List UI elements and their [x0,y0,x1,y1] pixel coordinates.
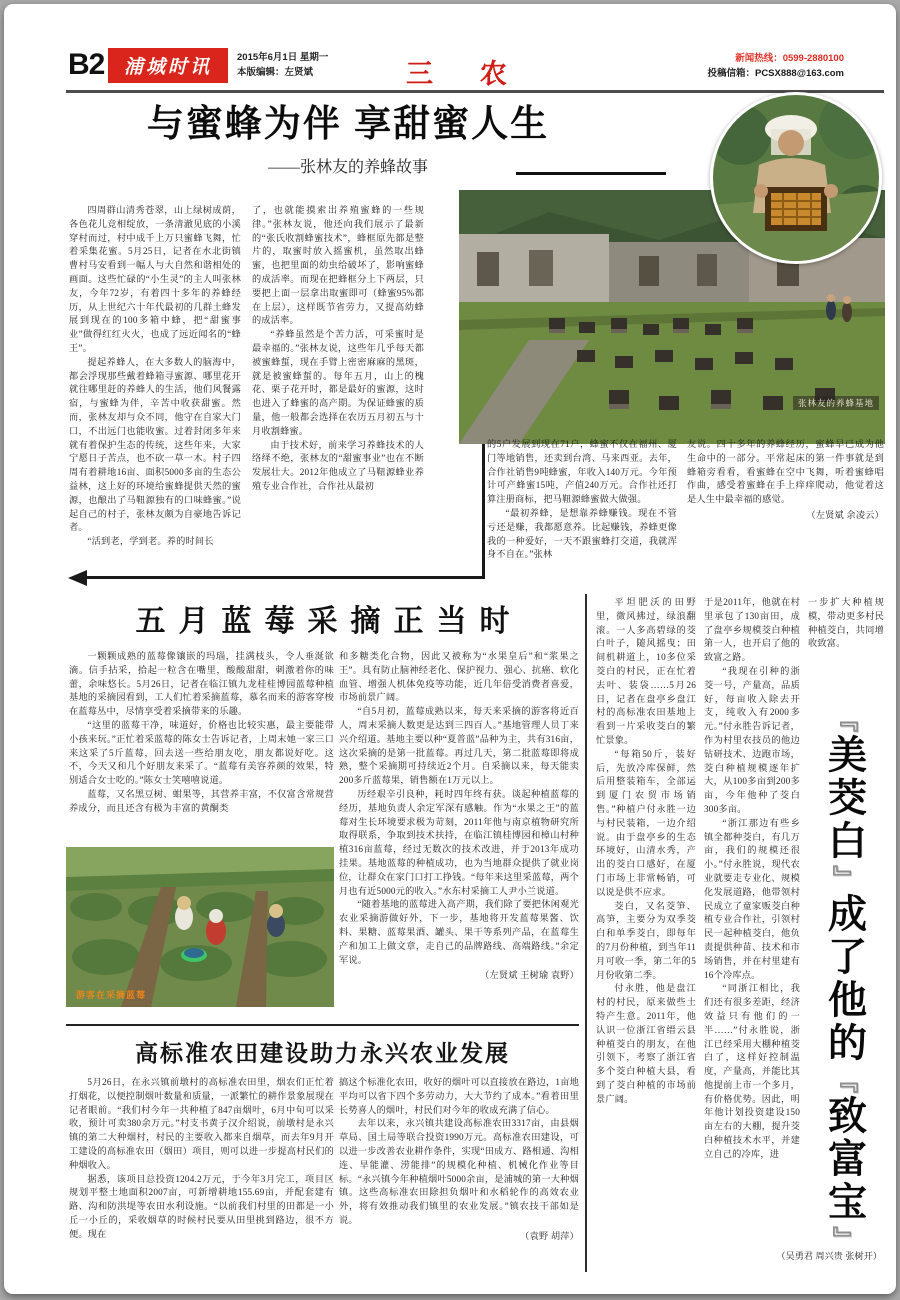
beekeeper-circle-photo [710,92,882,264]
masthead-title: 浦城时讯 [123,57,212,78]
article2-column-2 [339,650,579,988]
article2-column-2-text: 和多糖类化合物，因此又被称为“水果皇后”和“浆果之王”。具有防止脑神经老化、保护视力、强心、抗癌、软化血管、增强人机体免疫等功能，近几年倍受消费者喜爱，市场前景广阔。 “自5月初，蓝莓成熟以来，每天来采摘的游客将近百人，周末采摘人数更是达到三四百人。”基地管理人员丁来兴介绍道。基地主要以种“夏普蓝”品种为主，共有316亩，这次采摘的是第一批蓝莓。再过几天，第二批蓝莓即将成熟，整个采摘期可持续近2个月。自采摘以来，每天能卖200多斤蓝莓果，销售额在1万元以上。 历经艰辛引良种，耗时四年终有获。谈起种植蓝莓的经历，基地负责人余定军深有感触。作为“水果之王”的蓝莓对生长环境要求极为苛刻，2011年他与南京植物研究所取得联系，争取到技术扶持，在临江镇桂博园和樟山村种植316亩蓝莓，经过无数次的技术改进，并于2013年成功挂果。基地蓝莓的种植成功，也为当地群众提供了就业岗位，让群众在家门口打工挣钱。“每年来这里采蓝莓，两个月也有近5000元的收入。”水东村采摘工人尹小兰说道。 “随着基地的蓝莓进入高产期，我们除了要把休闲观光农业采摘游做好外，下一步，基地将开发蓝莓果酱、饮料、果糖、蓝莓果酒、罐头、果干等系列产品，在蓝莓生产和加工上做文章，走自己的品牌路线、高端路线。”余定军说。 [339,651,579,965]
vertical-title-word2: 致富宝 [822,1095,866,1224]
article4-byline: （吴勇君 周兴贵 张树开） [776,1251,882,1261]
masthead-box [108,48,228,83]
article1-column-4 [687,438,884,590]
section-title: 三 农 [406,59,527,89]
article1-subtitle: ——张林友的养蜂故事 [267,159,428,176]
article4-column-2: 于是2011年，他就在村里承包了130亩田，成了盘亭乡规模茭白种植第一人，也开启了他的致富之路。 “我现在引种的浙茭一号，产量高，品质好，每亩收入除去开支，纯收入有2000多元。”付永胜告诉记者，作为村里农技员的他边钻研技术、边跑市场，茭白种植规模逐年扩大，从100多亩到200多亩，今年他种了茭白300多亩。 “浙江那边有些乡镇全都种茭白，有几万亩，我们的规模还很小。”付永胜说，现代农业就要走专业化、规模化发展道路，他带领村民成立了童家贩茭白种植专业合作社，引领村民一起种植茭白，他负责提供种苗、技术和市场销售，并在村里建有16个冷库点。 “同浙江相比，我们还有很多差距，经济效益只有他们的一半……”付永胜说，浙江已经采用大棚种植茭白了，这样好控制温度，产量高，并能比其他提前上市一个多月，有价格优势。因此，明年他计划投资建设150亩左右的大棚，提升茭白种植技术水平，并建立自己的冷库，进 [704,597,800,1159]
quote-open-icon: 『 [829,706,859,732]
vertical-title-word1: 美茭白 [822,734,866,863]
article2-column-1: 一颗颗成熟的蓝莓像镶嵌的玛瑙，挂满枝头，令人垂涎欲滴。信手拈采，拾起一粒含在嘴里，酸酸甜甜，刺激着你的味蕾，余味悠长。5月26日，记者在临江镇九龙桂桂博园蓝莓种植基地的采摘园看到，工人们忙着采摘蓝莓，慕名而来的游客穿梭在蓝莓丛中，尽情享受着采摘带来的乐趣。 “这里的蓝莓干净，味道好，价格也比较实惠，最主要能带小孩来玩。”正忙着采蓝莓的陈女士告诉记者，上周末她一家三口来这采了5斤蓝莓，回去送一些给朋友吃，朋友都说好吃。这不，今天又和几个好朋友来采了。“蓝莓有美容养颜的效果，特别适合女士吃的。”陈女士笑嘻嘻说道。 蓝莓，又名黑豆树、蚶果等，其营养丰富，不仅富含常规营养成分，而且还含有极为丰富的黄酮类 [69,651,334,813]
article3-byline: （袁野 胡萍） [520,1230,579,1241]
main-photo-caption: 张林友的养蜂基地 [793,396,879,410]
article1-column-4-text: 友说。四十多年的养蜂经历，蜜蜂早已成为他生命中的一部分。平常起床的第一件事就是到蜂箱旁看看，看蜜蜂在空中飞舞，听着蜜蜂唱作曲，感受着蜜蜂在手上痒痒爬动，他觉着这是人生中最幸福的感觉。 [687,439,884,505]
article1-column-3: 的5户发展到现在71户，蜂蜜不仅在福州、厦门等地销售，还卖到台湾、马来西亚。去年，合作社销售9吨蜂蜜，年收入140万元。今年预计可产蜂蜜15吨，产值240万元。合作社还打算注册商标，把马靵源蜂蜜做大做强。 “最初养蜂，是想靠养蜂赚钱。现在不管亏还是赚，我都愿意养。比起赚钱，养蜂更像我的一种爱好，一天不跟蜜蜂打交道，我就浑身不自在。”张林 [487,439,677,560]
reader-guide-arrow-line [86,576,485,579]
blueberry-photo-caption: 游客在采摘蓝莓 [76,990,147,1000]
article2-headline: 五月蓝莓采摘正当时 [135,605,523,638]
vertical-title-mid: 成了他的 [822,893,866,1065]
reader-guide-arrow-stub [482,444,485,578]
right-article-separator [585,594,587,1272]
article4-column-3: 一步扩大种植规模，带动更多村民种植茭白，共同增收致富。 [808,597,884,649]
editor-line: 本版编辑：左贤斌 [237,66,314,78]
newspaper-page [4,4,896,1294]
article4-column-1: 平坦肥沃的田野里，微风拂过，绿浪翻滚。一人多高碧绿的茭白叶子，随风摇曳；田间机耕道上，10多位采茭白的村民，正在忙着去叶、装袋……5月26日，记者在盘亭乡盘江村的高标准农田基地上看到一片采收茭白的繁忙景象。 “每箱50斤，装好后，先放冷库保鲜，然后用整装箱车，全部运到厦门农贸市场销售。”种植户付永胜一边与村民装箱，一边介绍说。由于盘亭乡的生态环境好，山清水秀，产出的茭白口感好，在厦门市场上非常畅销，可以说是供不应求。 茭白，又名茭笋、高笋，主要分为双季茭白和单季茭白，即每年的7月份种植，到当年11月可收一季，第二年的5月份收第二季。 付永胜，他是盘江村的村民，原来做些土特产生意。2011年，他认识一位浙江省缙云县种植茭白的朋友，在他引领下，考察了浙江省多个茭白种植大县，看到了茭白种植的市场前景广阔。 [596,597,696,1104]
article1-headline: 与蜜蜂为伴 享甜蜜人生 [146,103,550,144]
article3-headline: 高标准农田建设助力永兴农业发展 [135,1040,510,1066]
article1-byline: （左贤斌 余凌云） [806,509,884,520]
news-hotline: 新闻热线：0599-2880100 [735,53,844,64]
blueberry-field-photo-art [66,847,334,1007]
article1-column-2: 了，也就能摸索出养殖蜜蜂的一些规律。”张林友说，他还向我们展示了最新的“张氏收割蜂蜜技术”，蜂框原先都是整片的，取蜜时放入摇蜜机，虽然取出蜂蜜，也把里面的幼虫给破坏了，影响蜜蜂的成活率。而现在把蜂框分上下两层，只要把上面一层拿出取蜜即可（蜂蜜95%都在上层），这样既节省劳力，又提高幼蜂的成活率。 “养蜂虽然是个苦力活，可采蜜时是最幸福的。”张林友说，这些年几乎每天都被蜜蜂蜇，现在手臂上密密麻麻的黑斑，就是被蜜蜂蜇的。每年五月，山上的槐花、栗子花开时，都是最好的蜜源，这时也进入了蜂蜜的高产期。为保证蜂蜜的质量，他一般都会选择在农历五月初五与十月收割蜂蜜。 由于技术好，前来学习养蜂技术的人络绎不绝，张林友的“甜蜜事业”也在不断发展壮大。2012年他成立了马靵源蜂业养殖专业合作社，合作社从最初 [252,205,424,491]
article3-column-2 [339,1076,579,1274]
blueberry-photo [66,847,334,1007]
left-arrow-icon [68,570,87,586]
article2-byline: （左贤斌 王树瑜 袁野） [480,970,579,981]
headline-rule [516,172,666,175]
quote-close-icon: 』 [829,865,859,891]
header-rule [66,90,884,93]
date-editor-block [237,51,328,80]
submission-mailbox: 投稿信箱：PCSX888@163.com [707,68,844,80]
article3-column-1: 5月26日，在永兴镇前墩村的高标准农田里，烟农们正忙着打烟花，以便控制烟叶数量和质量，一派繁忙的耕作景象展现在记者眼前。“我们村今年一共种植了847亩烟叶，6月中旬可以采收，预计可卖380余万元。”村支书黄子汉介绍说，前墩村是永兴镇的第二大种烟村，村民的主要收入都来自烟草，而去年9月开工建设的高标准农田（烟田）项目，则可以进一步提高村民们的种烟收入。 据悉，该项目总投资1204.2万元，于今年3月完工，项目区规划平整土地面积2007亩，可新增耕地155.69亩，并配套建有路、沟和防洪堤等农田水利设施。“以前我们村里的田都是一小丘一小丘的，采收烟草的时候村民要从田里挑到路边，很不方便。现在 [69,1077,334,1239]
edition-number: B2 [68,48,105,81]
article4-vertical-headline [802,704,886,1270]
quote-open-icon: 『 [829,1067,859,1093]
article3-column-2-text: 搞这个标准化农田，收好的烟叶可以直接放在路边，1亩地平均可以省下四个多劳动力，大大节约了成本。”看着田里长势喜人的烟叶，村民们对今年的收成充满了信心。 去年以来，永兴镇共建设高标准农田3317亩，由县烟草局、国土局等联合投资1990万元。高标准农田建设，可以进一步改善农业耕作条件，实现“田成方、路相通、沟相连、旱能灌、涝能排”的规模化种植、机械化作业等目标。“永兴镇今年种植烟叶5000余亩，是浦城的第一大种烟镇。这些高标准农田除担负烟叶和水稻轮作的高效农业外，将有效推动我们镇里的农业发展。”镇农技干部如是说。 [339,1077,579,1225]
date-line: 2015年6月1日 星期一 [237,52,329,63]
article1-column-1: 四周群山清秀苍翠，山上绿树成荫，各色花儿竞相绽放，一条清澈见底的小溪穿村而过，村中成千上万只蜜蜂飞舞，忙着采集花蜜。5月25日，记者在水北街镇曹村马安看到一幅人与大自然和谐相处的画面。这些忙碌的“小生灵”的主人叫张林友，今年72岁，有着四十多年的养蜂经历，从上世纪六十年代最初的几群土蜂发展到现在的100多箱中蜂，把“甜蜜事业”做得红红火火，也成了远近闻名的“蜂王”。 提起养蜂人，在大多数人的脑海中，都会浮现那些戴着蜂箱寻蜜源、哪里花开就往哪里赶的养蜂人的生活，他们风餐露宿，与蜜蜂为伴，辛苦中收获甜蜜。然而，张林友却与众不同，他守在自家大门口，不出远门也能收蜜。过着封闭多年来就有着保护生态的传统，这些年来，大家宁愿日子苦点，也不砍一草一木。村子四周有着耕地16亩、面积5000多亩的生态公益林，这上好的环境给蜜蜂提供天然的蜜源，也酿出了马靵源独有的口味蜂蜜。”说起自己的村子，张林友颇为自豪地告诉记者。 “活到老，学到老。养的时间长 [69,205,241,547]
contact-block [707,51,844,81]
article3-top-rule [66,1024,579,1026]
quote-close-icon: 』 [829,1226,859,1252]
beekeeper-photo-art [713,95,879,261]
